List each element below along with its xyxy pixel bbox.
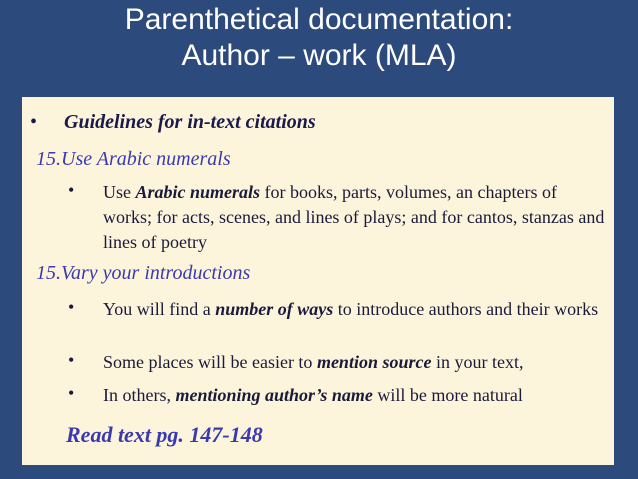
- list-item-emphasis: Arabic numerals: [135, 182, 261, 202]
- slide-title-line2: Author – work (MLA): [181, 39, 457, 72]
- guidelines-heading: Guidelines for in-text citations: [64, 111, 316, 133]
- list-item: [103, 297, 608, 322]
- list-item-pre: Use: [103, 182, 136, 202]
- list-item: [103, 350, 608, 375]
- list-item-emphasis: mentioning author’s name: [175, 385, 373, 405]
- section-label-arabic-numerals: 15.Use Arabic numerals: [36, 148, 231, 170]
- list-item-emphasis: mention source: [316, 352, 432, 372]
- list-bullet: •: [68, 350, 75, 370]
- list-item-emphasis: number of ways: [215, 299, 334, 319]
- list-item-pre: In others,: [103, 385, 176, 405]
- read-text-reference: Read text pg. 147-148: [66, 422, 263, 447]
- list-item: [103, 383, 608, 408]
- list-item-post: will be more natural: [372, 385, 523, 405]
- slide-title: [0, 2, 638, 74]
- slide-title-line1: Parenthetical documentation:: [124, 3, 514, 36]
- list-bullet: •: [68, 383, 75, 403]
- heading-bullet: •: [30, 111, 38, 133]
- list-item: [103, 180, 608, 255]
- list-item-pre: You will find a: [103, 299, 216, 319]
- list-item-post: to introduce authors and their works: [333, 299, 599, 319]
- list-item-post: for books, parts, volumes, an chapters of works; for acts, scenes, and lines of plays; and for cantos, stanzas and lines of poetry: [103, 182, 605, 252]
- list-bullet: •: [68, 297, 75, 317]
- list-bullet: •: [68, 180, 75, 200]
- section-label-vary-introductions: 15.Vary your introductions: [36, 262, 251, 284]
- list-item-pre: Some places will be easier to: [103, 352, 317, 372]
- list-item-post: in your text,: [431, 352, 524, 372]
